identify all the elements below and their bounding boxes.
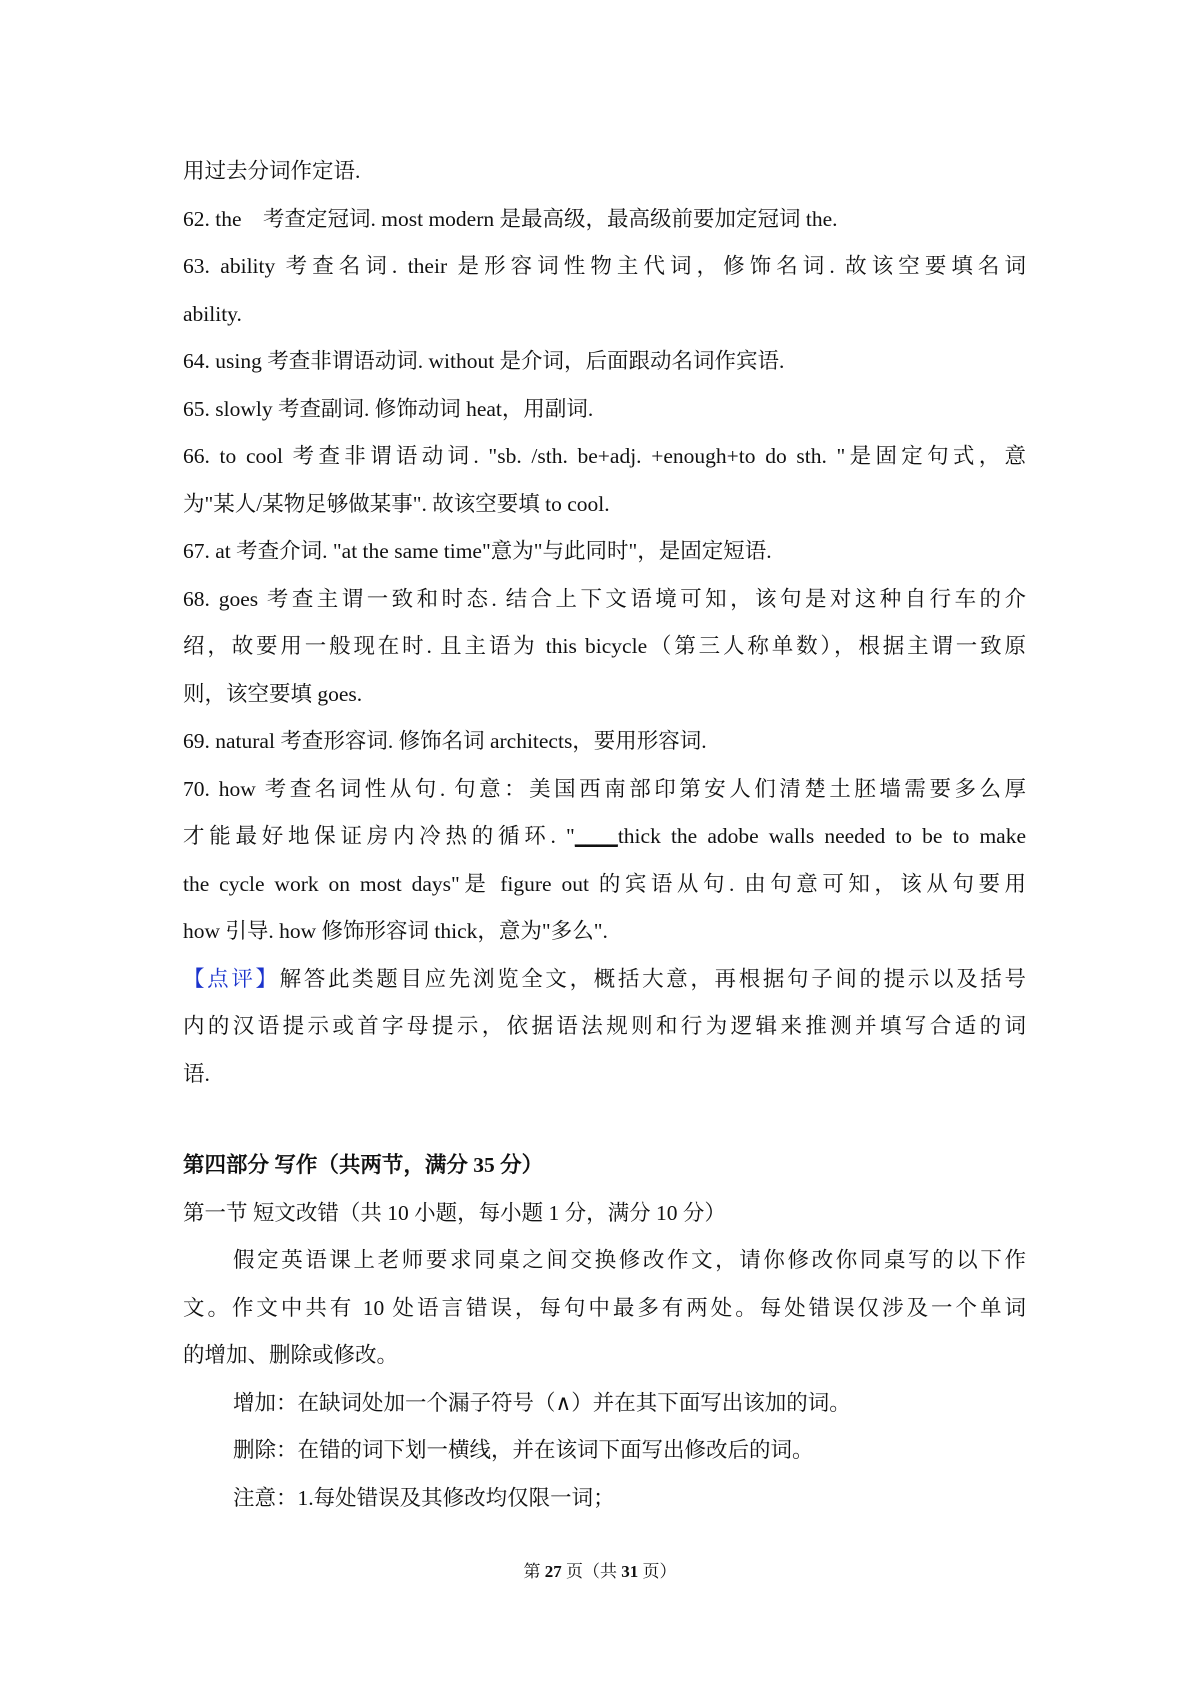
answer-line: 用过去分词作定语. [183, 159, 361, 183]
answer-70-text-a: 才能最好地保证房内冷热的循环. " [183, 824, 575, 848]
instruction-p3: 的增加、删除或修改。 [183, 1343, 399, 1367]
answer-70-text-b: thick the adobe walls needed to be to make [617, 824, 1027, 848]
footer-pre: 第 [523, 1562, 545, 1581]
instruction-delete: 删除：在错的词下划一横线，并在该词下面写出修改后的词。 [233, 1438, 814, 1462]
answer-66: 66. to cool 考查非谓语动词. "sb. /sth. be+adj. +enough+to do sth. "是固定句式，意 [183, 444, 1026, 468]
footer-post: 页） [638, 1562, 677, 1581]
instruction-add: 增加：在缺词处加一个漏子符号（∧）并在其下面写出该加的词。 [233, 1390, 851, 1415]
comment-line [183, 956, 1026, 1004]
instruction-note: 注意：1.每处错误及其修改均仅限一词； [233, 1485, 615, 1510]
answer-70: 70. how 考查名词性从句. 句意：美国西南部印第安人们清楚土胚墙需要多么厚 [183, 776, 1026, 801]
answer-70-cont [183, 813, 1026, 861]
answer-70-end: how 引导. how 修饰形容词 thick，意为"多么". [183, 919, 608, 943]
total-pages: 31 [621, 1562, 639, 1581]
answer-68-cont: 绍，故要用一般现在时. 且主语为 this bicycle（第三人称单数），根据主谓一致原 [183, 634, 1026, 658]
instruction-p1: 假定英语课上老师要求同桌之间交换修改作文，请你修改你同桌写的以下作 [233, 1248, 1026, 1272]
answer-68-end: 则，该空要填 goes. [183, 681, 363, 706]
answer-68: 68. goes 考查主谓一致和时态. 结合上下文语境可知，该句是对这种自行车的介 [183, 586, 1026, 611]
answer-67: 67. at 考查介词. "at the same time"意为"与此同时"，是固定短语. [183, 539, 772, 563]
answer-64: 64. using 考查非谓语动词. without 是介词，后面跟动名词作宾语. [183, 349, 785, 373]
instruction-p2: 文。作文中共有 10 处语言错误，每句中最多有两处。每处错误仅涉及一个单词 [183, 1295, 1026, 1320]
comment-cont: 内的汉语提示或首字母提示，依据语法规则和行为逻辑来推测并填写合适的词 [183, 1014, 1026, 1038]
page-number: 27 [544, 1562, 562, 1581]
fill-blank: ____ [574, 824, 618, 848]
footer-mid: 页（共 [561, 1562, 622, 1581]
comment-end: 语. [183, 1061, 210, 1086]
document-page [183, 148, 1026, 1522]
section-heading: 第四部分 写作（共两节，满分 35 分） [183, 1153, 544, 1177]
answer-63: 63. ability 考查名词. their 是形容词性物主代词，修饰名词. 故该空要填名词 [183, 254, 1026, 278]
answer-62: 62. the 考查定冠词. most modern 是最高级，最高级前要加定冠词 the. [183, 206, 838, 231]
page-footer [0, 1560, 1200, 1584]
answer-70-cont2: the cycle work on most days"是 figure out 的宾语从句. 由句意可知，该从句要用 [183, 871, 1026, 896]
answer-63-cont: ability. [183, 301, 242, 326]
comment-label: 【点评】 [183, 966, 280, 991]
answer-65: 65. slowly 考查副词. 修饰动词 heat，用副词. [183, 396, 594, 421]
spacer [183, 1098, 1026, 1142]
answer-69: 69. natural 考查形容词. 修饰名词 architects，要用形容词. [183, 729, 707, 753]
comment-text: 解答此类题目应先浏览全文，概括大意，再根据句子间的提示以及括号 [279, 966, 1026, 991]
section-subheading: 第一节 短文改错（共 10 小题，每小题 1 分，满分 10 分） [183, 1200, 726, 1225]
answer-66-cont: 为"某人/某物足够做某事". 故该空要填 to cool. [183, 491, 610, 516]
